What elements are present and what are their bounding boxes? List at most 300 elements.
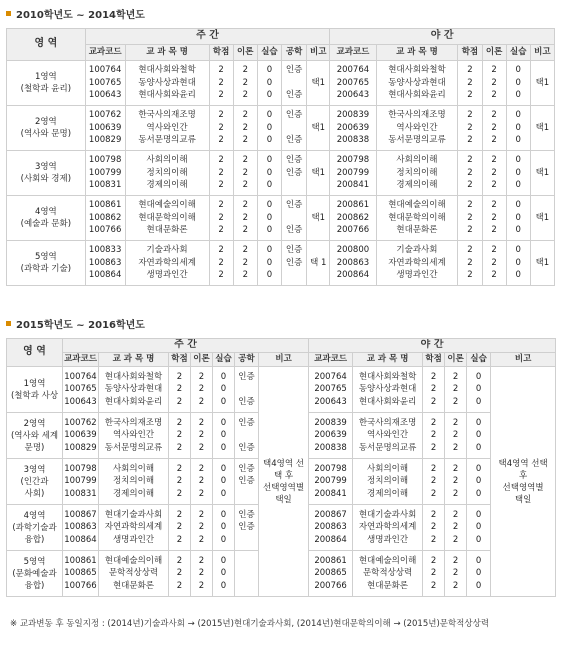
note-cell: 택1 <box>307 151 330 196</box>
col-header: 학점 <box>423 353 445 367</box>
engineering-cert <box>235 551 259 597</box>
credit-value: 2 <box>218 110 224 121</box>
course-code-value: 200639 <box>336 122 370 133</box>
theory-value: 2 <box>491 212 497 223</box>
practice-value: 0 <box>515 122 521 133</box>
table-row <box>7 61 555 106</box>
practice-value: 0 <box>515 245 521 256</box>
theory-value: 2 <box>452 396 459 407</box>
course-code <box>330 61 376 106</box>
credit-value: 2 <box>218 155 224 166</box>
engineering-cert <box>281 61 306 106</box>
theory-value: 2 <box>242 180 248 191</box>
credit-value: 2 <box>467 167 473 178</box>
theory <box>233 241 257 286</box>
theory-value: 2 <box>198 522 205 533</box>
course-name-value: 동양사상과현대 <box>388 77 446 88</box>
course-code-value: 200864 <box>314 534 347 545</box>
course-name-value: 현대예술의이해 <box>388 200 446 211</box>
theory-value: 2 <box>198 384 205 395</box>
theory <box>445 459 467 505</box>
col-header: 학점 <box>169 353 191 367</box>
practice-value: 0 <box>220 568 227 579</box>
credit-value: 2 <box>430 522 437 533</box>
practice-value: 0 <box>475 463 482 474</box>
credit-value: 2 <box>176 417 183 428</box>
col-header: 비고 <box>259 353 309 367</box>
credit-value: 2 <box>176 534 183 545</box>
practice-value: 0 <box>515 200 521 211</box>
bullet-icon <box>6 321 11 326</box>
credit-value: 2 <box>218 245 224 256</box>
credit <box>169 367 191 413</box>
theory-value: 2 <box>491 65 497 76</box>
course-code-value: 100766 <box>88 225 122 236</box>
theory <box>482 196 506 241</box>
course-name-value: 사회의이해 <box>396 155 438 166</box>
course-code-value: 200861 <box>336 200 370 211</box>
course-code-value: 200861 <box>314 555 347 566</box>
credit-value: 2 <box>430 534 437 545</box>
credit <box>423 551 445 597</box>
practice <box>467 367 491 413</box>
course-code-value: 100863 <box>88 257 122 268</box>
section-title <box>6 6 145 21</box>
course-name <box>125 151 209 196</box>
course-name-value: 역사와인간 <box>396 122 438 133</box>
course-name-value: 동양사상과현대 <box>104 384 163 395</box>
credit-value: 2 <box>467 65 473 76</box>
engineering-cert <box>281 241 306 286</box>
course-code-value: 200862 <box>336 212 370 223</box>
practice <box>467 505 491 551</box>
engineering-cert-value <box>235 383 258 396</box>
theory-value: 2 <box>491 167 497 178</box>
course-name-value: 현대사회와윤리 <box>138 90 196 101</box>
practice-value: 0 <box>220 488 227 499</box>
theory-value: 2 <box>452 476 459 487</box>
theory-value: 2 <box>452 384 459 395</box>
theory-value: 2 <box>198 580 205 591</box>
course-name-value: 동양사상과현대 <box>138 77 196 88</box>
credit <box>169 413 191 459</box>
col-header: 실습 <box>213 353 235 367</box>
night-header: 야 간 <box>330 29 555 45</box>
practice <box>506 196 530 241</box>
course-name-value: 역사와인간 <box>367 430 409 441</box>
area-cell: 4영역 (과학기술과 융합) <box>7 505 63 551</box>
course-code <box>330 151 376 196</box>
course-name-value: 한국사의재조명 <box>104 417 163 428</box>
credit <box>458 241 482 286</box>
area-cell: 2영역 (역사와 세계 문명) <box>7 413 63 459</box>
theory-value: 2 <box>242 200 248 211</box>
practice-value: 0 <box>515 155 521 166</box>
course-name <box>125 61 209 106</box>
credit-value: 2 <box>430 476 437 487</box>
course-code-value: 100829 <box>64 442 97 453</box>
engineering-cert-value: 인증 <box>238 522 255 533</box>
note-cell: 택1 <box>530 196 554 241</box>
practice-value: 0 <box>220 463 227 474</box>
engineering-cert-value <box>235 534 258 547</box>
practice-value: 0 <box>220 442 227 453</box>
credit-value: 2 <box>218 180 224 191</box>
course-code-value: 200766 <box>336 225 370 236</box>
engineering-cert-value <box>282 122 306 135</box>
section-title <box>6 316 145 331</box>
engineering-cert-value <box>282 77 306 90</box>
course-code <box>85 241 125 286</box>
practice-value: 0 <box>266 110 273 121</box>
credit-value: 2 <box>467 180 473 191</box>
col-header: 교 과 목 명 <box>125 45 209 61</box>
credit <box>209 151 233 196</box>
course-code <box>85 196 125 241</box>
theory-value: 2 <box>491 200 497 211</box>
credit-value: 2 <box>176 463 183 474</box>
theory-value: 2 <box>198 555 205 566</box>
practice <box>213 459 235 505</box>
theory-value: 2 <box>491 155 497 166</box>
theory-value: 2 <box>242 212 248 223</box>
theory-value: 2 <box>452 555 459 566</box>
practice-value: 0 <box>266 135 273 146</box>
course-code <box>85 151 125 196</box>
credit-value: 2 <box>467 90 473 101</box>
theory <box>482 241 506 286</box>
course-name-value: 경제의이해 <box>112 488 155 499</box>
credit <box>209 241 233 286</box>
area-cell: 3영역 (인간과 사회) <box>7 459 63 505</box>
course-code-value: 100639 <box>64 430 97 441</box>
credit-value: 2 <box>218 225 224 236</box>
engineering-cert-value: 인증 <box>238 371 255 382</box>
table-row <box>7 241 555 286</box>
credit-value: 2 <box>467 270 473 281</box>
course-code-value: 200838 <box>314 442 347 453</box>
course-name <box>99 505 169 551</box>
col-header: 이론 <box>482 45 506 61</box>
theory-value: 2 <box>242 257 248 268</box>
practice-value: 0 <box>266 212 273 223</box>
col-header: 비고 <box>530 45 554 61</box>
practice-value: 0 <box>220 476 227 487</box>
course-code <box>63 459 99 505</box>
theory-value: 2 <box>242 270 248 281</box>
credit-value: 2 <box>467 122 473 133</box>
practice-value: 0 <box>475 442 482 453</box>
course-code-value: 100864 <box>64 534 97 545</box>
course-code-value: 200643 <box>314 396 347 407</box>
course-name <box>353 505 423 551</box>
credit-value: 2 <box>218 65 224 76</box>
area-cell: 5영역 (과학과 기술) <box>7 241 86 286</box>
engineering-cert <box>281 196 306 241</box>
theory-value: 2 <box>491 90 497 101</box>
theory <box>482 61 506 106</box>
theory <box>233 106 257 151</box>
credit-value: 2 <box>467 135 473 146</box>
course-name-value: 현대사회와윤리 <box>104 396 163 407</box>
theory <box>233 196 257 241</box>
area-header: 영 역 <box>7 29 86 61</box>
theory-value: 2 <box>491 180 497 191</box>
theory-value: 2 <box>491 122 497 133</box>
practice-value: 0 <box>266 65 273 76</box>
course-name-value: 한국사의재조명 <box>358 417 417 428</box>
credit-value: 2 <box>218 270 224 281</box>
course-code-value: 100765 <box>88 77 122 88</box>
course-name-value: 자연과학의세계 <box>388 257 446 268</box>
note-cell: 택4영역 선 택 후 선택영역별 택일 <box>259 367 309 597</box>
area-cell: 4영역 (예술과 문화) <box>7 196 86 241</box>
practice-value: 0 <box>515 270 521 281</box>
practice <box>257 151 281 196</box>
course-code-value: 100861 <box>64 555 97 566</box>
course-name-value: 동서문명의교류 <box>138 135 196 146</box>
credit-value: 2 <box>218 200 224 211</box>
credit-value: 2 <box>218 212 224 223</box>
theory-value: 2 <box>491 257 497 268</box>
practice-value: 0 <box>515 257 521 268</box>
col-header: 교과코드 <box>63 353 99 367</box>
course-name-value: 현대사회와철학 <box>104 371 163 382</box>
credit-value: 2 <box>467 155 473 166</box>
engineering-cert-value: 인증 <box>285 167 303 178</box>
credit <box>458 61 482 106</box>
course-name-value: 경제의이해 <box>146 180 188 191</box>
note-cell: 택1 <box>530 151 554 196</box>
theory-value: 2 <box>198 568 205 579</box>
course-name <box>376 106 458 151</box>
practice <box>257 196 281 241</box>
area-cell: 2영역 (역사와 문명) <box>7 106 86 151</box>
practice-value: 0 <box>475 580 482 591</box>
course-name <box>99 551 169 597</box>
credit-value: 2 <box>467 225 473 236</box>
credit-value: 2 <box>176 488 183 499</box>
theory-value: 2 <box>198 442 205 453</box>
practice-value: 0 <box>515 90 521 101</box>
col-header: 교과코드 <box>85 45 125 61</box>
engineering-cert-value: 인증 <box>285 200 303 211</box>
course-name-value: 문학적상상력 <box>362 568 413 579</box>
course-name-value: 정치의이해 <box>112 476 155 487</box>
practice-value: 0 <box>515 65 521 76</box>
course-code-value: 200798 <box>336 155 370 166</box>
course-name-value: 역사와인간 <box>112 430 155 441</box>
practice-value: 0 <box>266 167 273 178</box>
area-cell: 3영역 (사회와 경제) <box>7 151 86 196</box>
course-code-value: 200864 <box>336 270 370 281</box>
engineering-cert-value: 인증 <box>238 463 255 474</box>
practice <box>506 61 530 106</box>
practice-value: 0 <box>475 476 482 487</box>
note-cell: 택 1 <box>307 241 330 286</box>
course-name-value: 정치의이해 <box>146 167 188 178</box>
engineering-cert-value: 인증 <box>285 245 303 256</box>
note-cell: 택1 <box>530 61 554 106</box>
credit-value: 2 <box>430 509 437 520</box>
course-name <box>376 241 458 286</box>
course-code-value: 100829 <box>88 135 122 146</box>
credit <box>169 505 191 551</box>
col-header: 이론 <box>445 353 467 367</box>
practice-value: 0 <box>266 180 273 191</box>
practice-value: 0 <box>220 396 227 407</box>
practice-value: 0 <box>266 155 273 166</box>
course-name-value: 현대문화론 <box>367 580 409 591</box>
credit-value: 2 <box>176 442 183 453</box>
engineering-cert-value: 인증 <box>238 509 255 520</box>
practice <box>213 367 235 413</box>
course-code-value: 200764 <box>336 65 370 76</box>
practice-value: 0 <box>220 384 227 395</box>
course-code <box>330 196 376 241</box>
practice <box>506 241 530 286</box>
course-code-value: 200841 <box>314 488 347 499</box>
note-cell: 택1 <box>530 106 554 151</box>
theory <box>191 459 213 505</box>
course-name <box>353 459 423 505</box>
credit <box>209 61 233 106</box>
credit-value: 2 <box>176 396 183 407</box>
theory <box>191 413 213 459</box>
engineering-cert-value: 인증 <box>285 90 303 101</box>
course-code-value: 200765 <box>336 77 370 88</box>
course-code-value: 100762 <box>64 417 97 428</box>
theory-value: 2 <box>198 430 205 441</box>
course-code-value: 100798 <box>88 155 122 166</box>
col-header: 학점 <box>209 45 233 61</box>
credit <box>458 196 482 241</box>
credit <box>423 505 445 551</box>
credit-value: 2 <box>430 396 437 407</box>
theory-value: 2 <box>242 110 248 121</box>
credit <box>209 106 233 151</box>
course-name-value: 한국사의재조명 <box>138 110 196 121</box>
practice-value: 0 <box>475 522 482 533</box>
course-code-value: 200799 <box>336 167 370 178</box>
course-code-value: 200643 <box>336 90 370 101</box>
theory-value: 2 <box>452 463 459 474</box>
course-code <box>309 551 353 597</box>
course-code-value: 200863 <box>336 257 370 268</box>
theory-value: 2 <box>452 568 459 579</box>
credit-value: 2 <box>218 122 224 133</box>
theory <box>233 61 257 106</box>
practice-value: 0 <box>475 430 482 441</box>
table-row <box>7 151 555 196</box>
col-header: 이론 <box>191 353 213 367</box>
course-name-value: 현대예술의이해 <box>358 555 417 566</box>
theory <box>445 367 467 413</box>
col-header: 교 과 목 명 <box>353 353 423 367</box>
practice-value: 0 <box>515 110 521 121</box>
course-code-value: 200639 <box>314 430 347 441</box>
engineering-cert-value <box>282 212 306 225</box>
course-name-value: 자연과학의세계 <box>358 522 417 533</box>
course-name-value: 사회의이해 <box>112 463 155 474</box>
course-name-value: 기술과사회 <box>146 245 188 256</box>
theory-value: 2 <box>198 463 205 474</box>
theory-value: 2 <box>491 245 497 256</box>
course-code-value: 200798 <box>314 463 347 474</box>
course-code-value: 100765 <box>64 384 97 395</box>
practice <box>213 413 235 459</box>
area-cell: 1영역 (철학과 윤리) <box>7 61 86 106</box>
practice-value: 0 <box>220 522 227 533</box>
engineering-cert <box>235 505 259 551</box>
course-code-value: 100863 <box>64 522 97 533</box>
col-header: 이론 <box>233 45 257 61</box>
area-header: 영 역 <box>7 339 63 367</box>
theory <box>191 551 213 597</box>
area-cell: 5영역 (문화예술과 융합) <box>7 551 63 597</box>
course-name <box>125 241 209 286</box>
col-header: 교 과 목 명 <box>99 353 169 367</box>
practice-value: 0 <box>220 509 227 520</box>
course-table-2015-2016 <box>6 338 556 597</box>
course-name <box>376 196 458 241</box>
engineering-cert-value: 인증 <box>285 225 303 236</box>
course-code-value: 100867 <box>64 509 97 520</box>
credit <box>169 551 191 597</box>
course-name-value: 자연과학의세계 <box>104 522 163 533</box>
theory-value: 2 <box>452 580 459 591</box>
course-name <box>353 367 423 413</box>
credit-value: 2 <box>176 509 183 520</box>
practice <box>213 551 235 597</box>
theory-value: 2 <box>198 534 205 545</box>
theory-value: 2 <box>452 534 459 545</box>
course-name-value: 사회의이해 <box>146 155 188 166</box>
practice-value: 0 <box>475 488 482 499</box>
day-header: 주 간 <box>63 339 309 353</box>
course-code-value: 200867 <box>314 509 347 520</box>
theory-value: 2 <box>242 135 248 146</box>
credit-value: 2 <box>176 430 183 441</box>
practice <box>467 551 491 597</box>
note-cell: 택1 <box>307 196 330 241</box>
practice <box>257 106 281 151</box>
theory-value: 2 <box>242 167 248 178</box>
course-name-value: 생명과인간 <box>146 270 188 281</box>
course-code-value: 100799 <box>88 167 122 178</box>
section-title-text: 2010학년도 ~ 2014학년도 <box>16 10 145 21</box>
course-name-value: 정치의이해 <box>396 167 438 178</box>
credit-value: 2 <box>218 135 224 146</box>
credit-value: 2 <box>430 430 437 441</box>
course-name-value: 동양사상과현대 <box>358 384 417 395</box>
credit-value: 2 <box>176 371 183 382</box>
practice-value: 0 <box>475 509 482 520</box>
footnote: ※ 교과변동 후 동일지정 : (2014년)기술과사회 → (2015년)현대기술과사회, (2014년)현대문학의이해 → (2015년)문학적상상력 <box>10 619 490 629</box>
theory-value: 2 <box>491 225 497 236</box>
practice-value: 0 <box>220 580 227 591</box>
credit <box>423 459 445 505</box>
theory-value: 2 <box>242 77 248 88</box>
practice-value: 0 <box>515 167 521 178</box>
section-title-text: 2015학년도 ~ 2016학년도 <box>16 320 145 331</box>
engineering-cert-value: 인증 <box>285 110 303 121</box>
course-code-value: 200800 <box>336 245 370 256</box>
course-name-value: 현대문학의이해 <box>388 212 446 223</box>
course-code-value: 100643 <box>64 396 97 407</box>
practice <box>467 459 491 505</box>
credit-value: 2 <box>218 90 224 101</box>
